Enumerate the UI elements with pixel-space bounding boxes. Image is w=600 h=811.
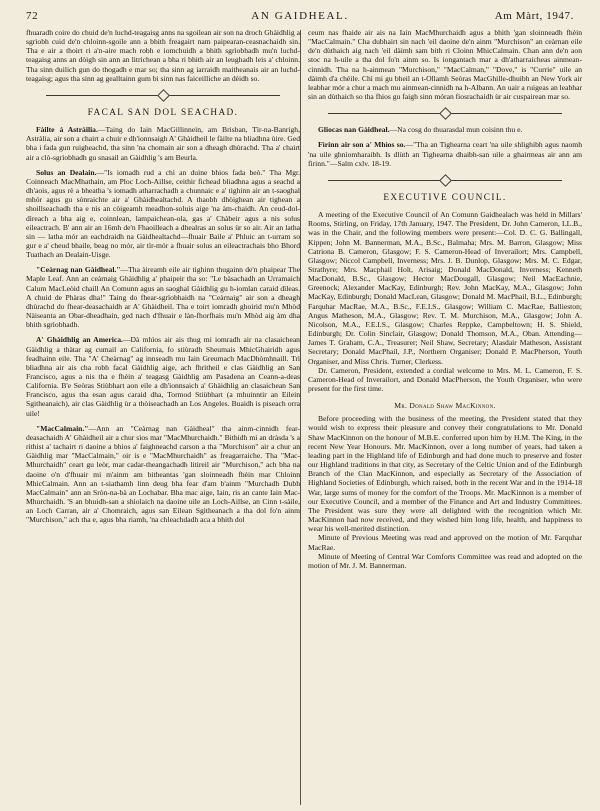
article-gliocas [308, 125, 582, 134]
article-title: "Ceàrnag nan Gàidheal." [36, 265, 121, 275]
article-america [26, 335, 300, 417]
article-maccalmain [26, 424, 300, 525]
mackinnon-paragraph: Before proceeding with the business of the meeting, the President stated that they would wish to express their pleasure and convey their congratulations to Mr. Donald Shaw MacKinnon on the honour of M.B.E. conferred upon him by H.M. The King, in the recent New Year Honours. Mr. MacKinnon, over a long number of years, had taken a leading part in the Highland life of Edinburgh and had done much to preserve and foster our Highland traditions in that city, as Secretary of the Celtic Union and of the Edinburgh Branch of the Clan MacKinnon, and especially as Secretary of the Association of Highland Societies of Edinburgh, which raised, both in the recent War and in the 1914-18 War, large sums of money for the comfort of the Troops. Mr. MacKinnon is a member of our Executive Council, and a member of the Finance and Art and Industry Committees. The President was sure they were all delighted with the recognition which Mr. MacKinnon had now received, and they wished him long life, health, and happiness to wear his well-merited distinction. [308, 414, 582, 534]
minute-paragraph: Minute of Previous Meeting was read and approved on the motion of Mr. Farquhar MacRae. [308, 533, 582, 552]
article-firinn [308, 140, 582, 167]
right-column [308, 28, 582, 808]
article-body: —Na cosg do thuarasdal mun coisinn thu e. [389, 125, 523, 135]
publication-title: AN GAIDHEAL. [251, 10, 349, 22]
issue-date: Am Màrt, 1947. [494, 10, 574, 22]
left-column [26, 28, 300, 808]
article-body: —Tha àireamh eile air tighinn thugainn de'n phaipear The Maple Leaf. Ann an ceàrnaig Ghàidhlig a' phaipeir tha so: "Le bàsachadh an Urramaich Calum MacLeòid chaill An Comunn agus an saoghal Gàidhlig gu h-iomlan caraid dìleas. A chuid de Phàras dha!" Taing do fhear-sgrìobhaidh na "Ceàrnaig" air son a dheagh dhùrachd do fhear-deasachaidh ar A' Ghàidheil. Tha e toirt iomradh ghoirid mu'n Mhòd Nàiseanta an Obar-dheadhain, ged nach d'fhuair e làn-fhorfhais mu'n Mhòd aig àm dha bhith sgrìobhadh. [26, 265, 300, 330]
article-title: Fàilte á Astràilia. [36, 125, 98, 135]
article-title: A' Ghàidhlig an America. [36, 335, 123, 345]
section-heading: FACAL SAN DOL SEACHAD. [87, 107, 239, 118]
article-failte [26, 125, 300, 162]
section-divider [308, 107, 582, 119]
article-body: —Ann an "Ceàrnag nan Gàidheal" tha ainm-cinnidh fear-deasachaidh A' Ghàidheil air a chur sìos mar "MacMhurchaidh." Bithidh mi an dràsda 's a rithist a' tachairt ri daoine a bhios a' faighneachd carson a tha "Murchison" air a chur an Gàidhlig mar "MacCalmain," oir is e "MacMhurchaidh" as freagarraiche. Tha "Mac-Mhurchaidh" ceart gu leòr, mar cadar-theangachadh litireil air "Murchison," ach bha na daoine o'n d'fhuair mi m'ainm am bitheantas 'gan sloinneadh fhèin mar Chloinn MhicCalmain. Ann an t-siathamh linn deug bha fear d'am b'ainm "Murchadh Dubh MacCalmain" ann an Sròn-na-bà an Lochabar. Bha mac aige, Iain, ris an cante Iain Mac-Mhurchaidh. 'S an bhuidh-san a shìolaich na daoine uile an Loch-Aillse, an Cinn t-sàile, an Loch Carran, air a' Chomraich, agus san Eilean Sgitheanach a tha dol fo'n ainm "Murchison," ach tha e, agus bha riamh, 'na chleachdadh aca a bhith dol [26, 423, 300, 525]
article-body: —"Is iomadh rud a chì an duine bhios fada beò." Tha Mgr. Coinneach MacMhathain, am Ploc Loch-Aillse, ceithir fichead bliadhna agus a seachd a dh'aois, agus rè a bheatha 's iomadh atharrachadh a chunnaic e a' tighinn air an t-saoghal mhór agus gu sònraichte air a' Ghàidhealtachd. A thaobh dhòighean air tighean a shoillseachadh tha e nis an còigeamh meadhon-soluis aige 'na àm-chaidh. An ceud-dol-dìreach a bha aig e, coinnlean, lampaichean-ola, gas a' Chàbeir agus a nis solus eileactrach. B' ann air an 16mh de'n Fhaoilleach a dhealras an solus ùr so air. Air an latha sin — latha mór an eachdraidh na Gàidhealtachd—fhuair Baile a' Phluic an t-urram so gur e a' cheud bhaile, beag no mór, air tìr-mór a fhuair solus an eileactrachais bho Bhord Tuathach an Dealain-Uisge. [26, 167, 300, 260]
article-title: Gliocas nan Gàidheal. [318, 125, 390, 135]
column-divider [300, 30, 301, 805]
section-heading: EXECUTIVE COUNCIL. [383, 192, 507, 203]
page-number: 72 [26, 10, 39, 22]
diamond-ornament-icon [439, 174, 452, 187]
article-solus [26, 168, 300, 260]
article-body: —Taing do Iain MacGillinnein, am Brisban, Tìr-na-Banrigh, Astràlia, air son a chairt a chuir e dh'ionnsaigh A' Ghàidheil le fàilte na bliadhna ùire. Ged bha i fada gun ruigheachd, tha sinn 'na chomain air son a dheagh dhùrachd. Tha a' chairt air a clò-sgrìobhadh gu snasail an Gàidhlig 's am Beurla. [26, 125, 300, 162]
subheading: Mr. Donald Shaw MacKinnon. [394, 401, 496, 411]
article-body: —Dà mhìos air ais thug mi iomradh air na clasaichean Gàidhlig a thàtar ag cumail an California, fo stiùradh Sheumais MhicGhairidh agus feadhainn eile. Tha "A' Cheàrnag" ag innseadh mu Iain Greumach MacDhòmhnaill. Trì bliadhna air ais cha robh facal Gàidhlig aige, ach fhritheil e clas Gàidhlig an San Francisco, agus a nis tha e fhèin a' teagasg Gàidhlig am Pasadena an Ceann-a-deas California. B'e Seòras Stiùbhart aon eile a dh'ionnsaich a' Ghàidhlig an clasaichean San Francisco, agus tha esan agus caraid dha, Tormod Stiùbhart (a mhuinntir an Eilein Sgitheanaich), air clas Gàidhlig ùr a thòiseachadh an Los Angeles. Buaidh is piseach orra uile! [26, 335, 300, 418]
meeting-paragraph: A meeting of the Executive Council of An Comunn Gaidhealach was held in Millars' Rooms, Stirling, on Friday, 17th January, 1947. The President, Dr. John Cameron, LL.B., was in the Chair, and the following members were present:—Col. D. C. G. Ballingall, Kippen; John M. Bannerman, M.A., B.Sc., Balmaha; Mrs. M. Barron, Glasgow; Miss Catriona B. Cameron, Glasgow; F. S. Cameron-Head of Inverailort; Mrs. Campbell, Glasgow; Niccol Campbell, Inverness; Mrs. J. B. Dunlop, Glasgow; Mrs. M. C. Edgar, Strathyre; Mrs. Macphail Holt, Arisaig; Donald MacDonald, Inverness; Kenneth MacDonald, B.Sc., Glasgow; Hector MacDougall, Glasgow; Neil MacEachnie, Greenock; Alexander MacKay, Edinburgh; Rev. John MacKay, M.A., Glasgow; John MacKay, Edinburgh; Donald MacLean, Glasgow; Donald M. MacPhail, B.L., Edinburgh; Farquhar MacRae, M.A., B.Sc., F.E.I.S., Glasgow; William C. MacRae, Ballieston; Angus Matheson, M.A., Glasgow; Rev. T. M. Murchison, M.A., Glasgow; John A. Nicolson, M.A., F.E.I.S., Glasgow; Charles Reppke, Campbeltown; H. S. Shield, Edinburgh; Dr. Colin Sinclair, Glasgow; Donald Thomson, M.A., Oban. Attending—James T. Graham, C.A., Treasurer; Neil Shaw, Secretary; Alasdair Matheson, Assistant Secretary; Donald MacPhail, J.P., Northern Organiser; Donald P. MacPherson, Youth Organiser, and Miss Chris. Turner, Clerkess. [308, 210, 582, 366]
article-title: Solus an Dealain. [36, 167, 97, 177]
diamond-ornament-icon [157, 89, 170, 102]
welcome-paragraph: Dr. Cameron, President, extended a cordial welcome to Mrs. M. L. Cameron, F. S. Cameron-Head of Inverailort, and Donald MacPherson, the Youth Organiser, who were present for the first time. [308, 365, 582, 393]
article-title: "MacCalmain." [36, 423, 89, 433]
page-header [26, 10, 574, 28]
article-title: Fìrinn air son a' Mhìos so. [318, 140, 406, 150]
diamond-ornament-icon [439, 107, 452, 120]
section-divider [308, 174, 582, 186]
continued-paragraph: ceum nas fhaide air ais na Iain MacMhurchaidh agus a bhith 'gan sloinneadh fhèin "MacCalmain." Cha dubhairt sin nach 'eil daoine de'n ainm "Murchison" an ceàrnan eile de'n dùthaich aig nach 'eil dàimh sam bith ri Cloinn MhicCalmain. Chan ann de'n aon stoc na h-uile a tha dol fo'n ainm so. Is iongantach mar a dh'atharraicheas ainmean-cinnidh. Tha na h-ainmean "Murchison," "MacCalman," "Dove," is "Currie" uile an dàimh d'a chèile. Chì mi gu bheil an t-Ollamh Seòras MacGhille-dhuibh an New York air leabhar mór a chur a mach mu ainmean-cinnidh na h-Albann. An uair a ruigeas an leabhar sin an dùthaich so tha fhios gu faigh sinn móran fiosrachaidh ùr air cuspairean mar so. [308, 28, 582, 102]
minute-paragraph: Minute of Meeting of Central War Comforts Committee was read and adopted on the motion of Mr. J. M. Bannerman. [308, 551, 582, 570]
section-divider [26, 89, 300, 101]
article-body: —"Tha an Tighearna ceart 'na uile shlighibh agus naomh 'na uile ghnìomharaibh. Is dlùth an Tighearna dhaibh-san uile a ghairmeas air ann am fìrinn."—Salm cxlv. 18-19. [308, 140, 582, 168]
continued-paragraph: fhuaradh coire do chuid de'n luchd-teagaisg anns na sgoilean air son na droch Ghàidhlig a sgrìobh cuid de'n chloinn-sgoile ann a bhith freagairt nam paipearan-ceasnachaidh sin. Tha e air a thoirt ri a'n-aire mach robh e iomchuidh a bhith sgrìobhadh mu'n luchd-teagaisg anns an dòigh sin ann an litrichean a bha ri bhith air an leughadh leis a' chloinn. Tha sinn duilich gun do thogadh e mar so; tha sinn ag iarraidh maitheanais air an luchd-teagaisg; agus tha sinn ag gealltainn gum bi sinn nas faiceilliche an dèidh so. [26, 28, 300, 83]
article-cearnag [26, 265, 300, 329]
